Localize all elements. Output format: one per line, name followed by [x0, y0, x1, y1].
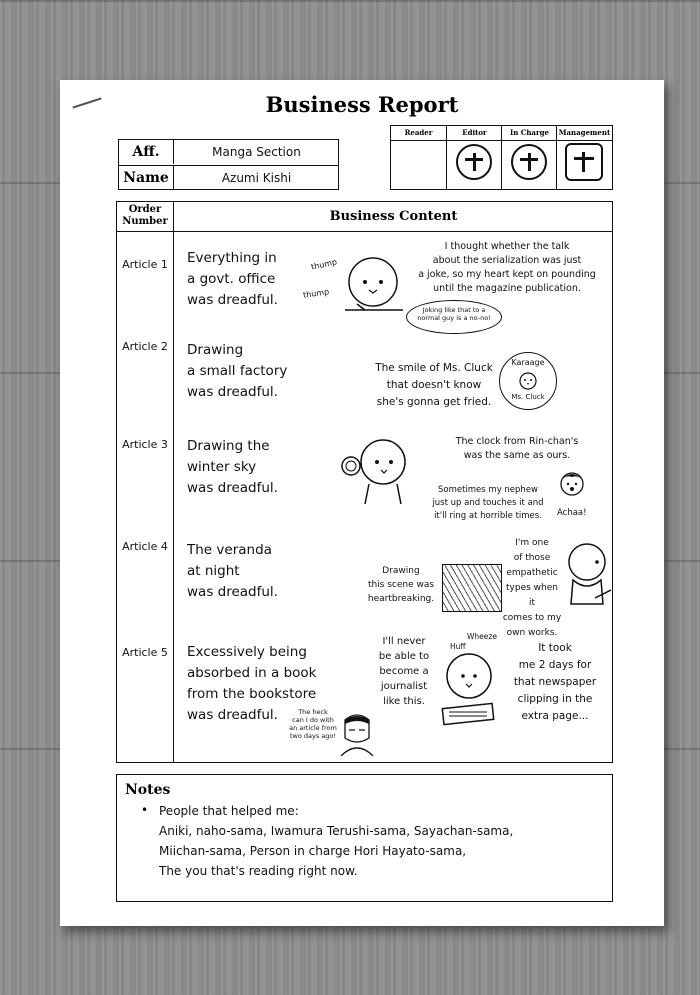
nephew-icon	[557, 470, 587, 500]
article-3-caption-2: Sometimes my nephew just up and touches it and it'll ring at horrible times.	[432, 485, 544, 521]
achaa-shout: Achaa!	[557, 508, 587, 518]
article-5-label: Article 5	[122, 646, 168, 659]
article-4-caption: Drawing this scene was heartbreaking.	[367, 566, 435, 604]
chicken-icon	[517, 371, 539, 391]
business-content-header: Business Content	[329, 209, 458, 224]
crying-character-icon	[563, 540, 611, 612]
article-4-text: The veranda at night was dreadful.	[187, 542, 278, 600]
notes-line-1: People that helped me:	[159, 804, 299, 818]
name-value: Azumi Kishi	[221, 171, 292, 185]
karaage-stamp	[499, 352, 557, 410]
editor-seal-icon	[456, 144, 492, 180]
management-header: Management	[557, 126, 612, 141]
article-5-caption: I'll never be able to become a journalist like this.	[378, 636, 430, 707]
article-4-label: Article 4	[122, 540, 168, 553]
management-column	[556, 126, 612, 189]
reader-column	[391, 126, 446, 189]
name-label: Name	[119, 166, 174, 190]
article-1-speech-bubble: Joking like that to a normal guy is a no-no!	[406, 300, 502, 334]
karaage-stamp-top: Karaage	[511, 358, 545, 367]
article-1-label: Article 1	[122, 258, 168, 271]
article-5-tiny-text: The heck can I do with an article from two days ago!	[289, 708, 337, 740]
business-content-table	[116, 201, 613, 763]
in-charge-header: In Charge	[502, 126, 557, 141]
notes-title: Notes	[125, 782, 171, 798]
editor-column	[446, 126, 502, 189]
thump-sfx-1: thump	[310, 257, 338, 272]
aff-label: Aff.	[119, 140, 174, 164]
article-3-text: Drawing the winter sky was dreadful.	[187, 438, 278, 496]
reading-character-icon	[435, 650, 501, 732]
affiliation-table	[118, 139, 339, 190]
approval-stamps	[390, 125, 613, 190]
aff-value: Manga Section	[212, 145, 301, 159]
thump-sfx-2: thump	[302, 287, 330, 300]
angry-man-icon	[337, 710, 379, 756]
reader-header: Reader	[391, 126, 446, 141]
order-number-header: Order Number	[122, 204, 168, 227]
article-1-caption: I thought whether the talk about the serialization was just a joke, so my heart kept on pounding until the magazine publication.	[418, 241, 596, 294]
notes-line-2: Aniki, naho-sama, Iwamura Terushi-sama, Sayachan-sama,	[159, 824, 514, 838]
worried-character-icon	[339, 252, 409, 320]
huff-sfx: Huff	[450, 642, 466, 651]
alarm-clock-character-icon	[339, 432, 409, 506]
wheeze-sfx: Wheeze	[467, 632, 497, 641]
management-seal-icon	[565, 143, 603, 181]
notes-bullet: •	[141, 803, 149, 817]
article-2-caption: The smile of Ms. Cluck that doesn't know she's gonna get fried.	[375, 362, 493, 408]
karaage-stamp-bottom: Ms. Cluck	[511, 393, 545, 401]
article-5-caption-2: It took me 2 days for that newspaper clipping in the extra page...	[513, 642, 597, 722]
article-4-caption-2: I'm one of those empathetic types when it comes to my own works.	[502, 538, 562, 638]
notes-line-3: Miichan-sama, Person in charge Hori Hayato-sama,	[159, 844, 467, 858]
report-title: Business Report	[265, 92, 459, 117]
editor-header: Editor	[447, 126, 502, 141]
name-row	[119, 165, 338, 190]
aff-row	[119, 140, 338, 164]
article-3-caption: The clock from Rin-chan's was the same as ours.	[455, 436, 579, 461]
notes-line-4: The you that's reading right now.	[159, 864, 358, 878]
article-5-text: Excessively being absorbed in a book from the bookstore was dreadful.	[187, 644, 317, 723]
article-3-label: Article 3	[122, 438, 168, 451]
article-2-text: Drawing a small factory was dreadful.	[187, 342, 288, 400]
article-1-text: Everything in a govt. office was dreadful.	[187, 250, 278, 308]
veranda-drawing-panel	[442, 564, 502, 612]
in-charge-column	[501, 126, 557, 189]
notes-box	[116, 774, 613, 902]
in-charge-seal-icon	[511, 144, 547, 180]
report-sheet	[60, 80, 664, 926]
article-2-label: Article 2	[122, 340, 168, 353]
